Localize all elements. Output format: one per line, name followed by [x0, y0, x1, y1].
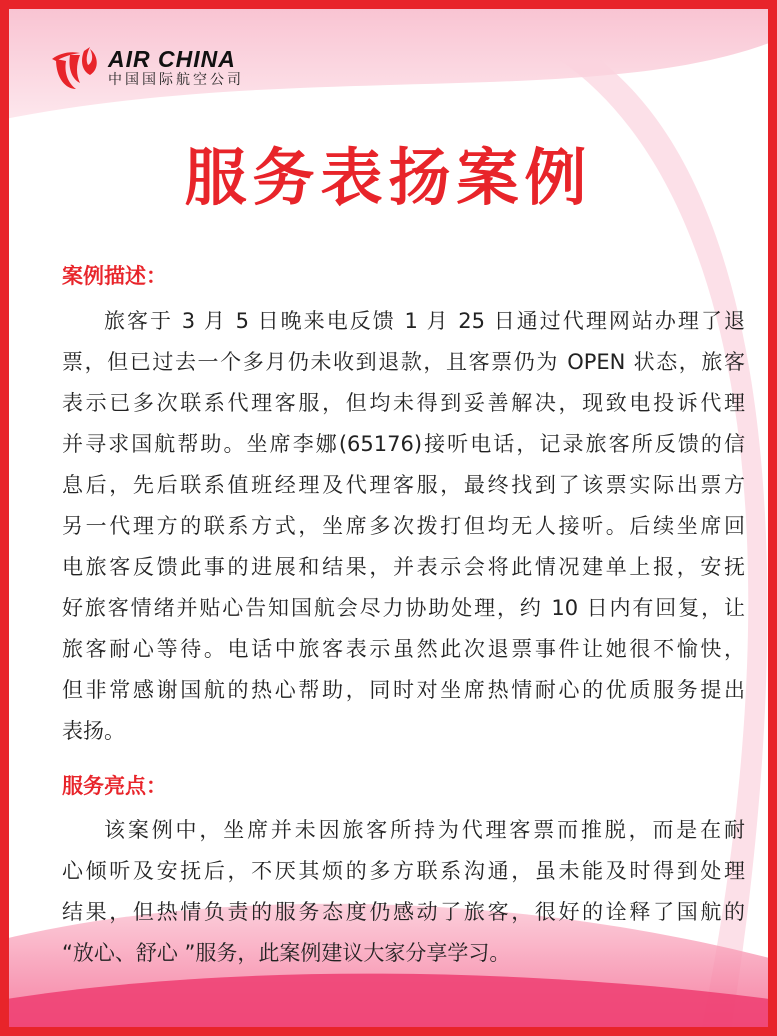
text-line: 电旅客反馈此事的进展和结果，并表示会将此情况建单上报，安抚 [62, 555, 745, 579]
text-line: 票，但已过去一个多月仍未收到退款，且客票仍为 OPEN 状态，旅客 [62, 350, 745, 374]
text-line: “放心、舒心 ”服务，此案例建议大家分享学习。 [62, 941, 511, 965]
text-line: 结果，但热情负责的服务态度仍感动了旅客，很好的诠释了国航的 [62, 900, 745, 924]
page-title: 服务表扬案例 [184, 141, 593, 214]
air-china-logo [50, 45, 244, 91]
text-line: 但非常感谢国航的热心帮助，同时对坐席热情耐心的优质服务提出 [62, 678, 745, 702]
text-line: 旅客耐心等待。电话中旅客表示虽然此次退票事件让她很不愉快， [62, 637, 745, 661]
highlights-paragraph [62, 810, 745, 974]
text-line: 该案例中，坐席并未因旅客所持为代理客票而推脱，而是在耐 [104, 818, 745, 842]
text-line: 息后，先后联系值班经理及代理客服，最终找到了该票实际出票方 [62, 473, 745, 497]
logo-chinese: 中国国际航空公司 [108, 72, 244, 88]
text-line: 表示已多次联系代理客服，但均未得到妥善解决，现致电投诉代理 [62, 391, 745, 415]
text-line: 心倾听及安抚后，不厌其烦的多方联系沟通，虽未能及时得到处理 [62, 859, 745, 883]
text-line: 另一代理方的联系方式，坐席多次拨打但均无人接听。后续坐席回 [62, 514, 745, 538]
description-paragraph [62, 301, 745, 752]
text-line: 表扬。 [62, 719, 125, 743]
text-line: 并寻求国航帮助。坐席李娜(65176)接听电话，记录旅客所反馈的信 [62, 432, 745, 456]
logo-english: AIR CHINA [108, 46, 236, 72]
text-line: 好旅客情绪并贴心告知国航会尽力协助处理，约 10 日内有回复，让 [62, 596, 745, 620]
section-heading-highlights: 服务亮点： [62, 774, 167, 798]
section-heading-description: 案例描述： [62, 264, 167, 288]
phoenix-logo-icon [50, 45, 102, 91]
text-line: 旅客于 3 月 5 日晚来电反馈 1 月 25 日通过代理网站办理了退 [104, 309, 745, 333]
